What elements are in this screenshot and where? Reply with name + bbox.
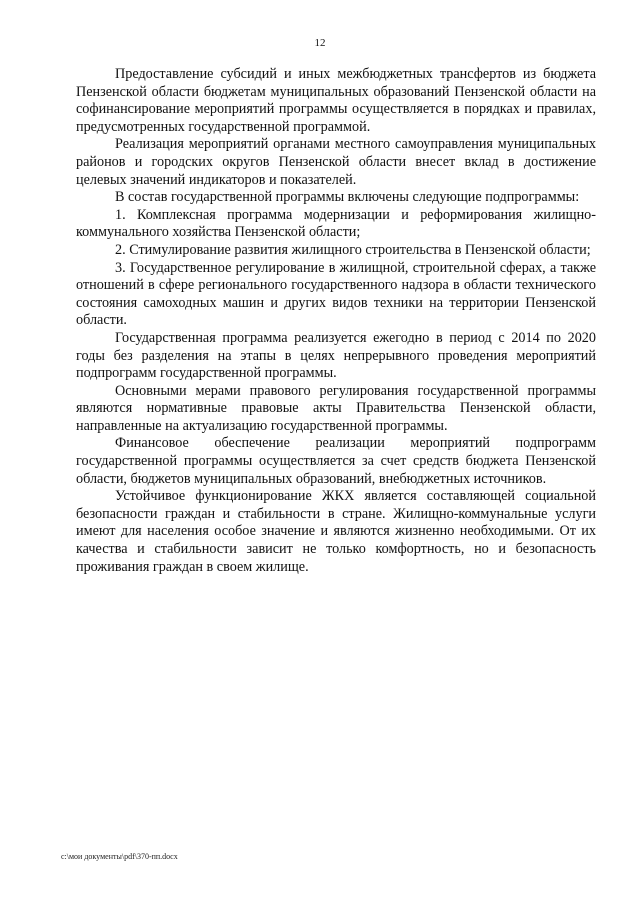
paragraph-local-government: Реализация мероприятий органами местного самоуправления муниципальных районов и городских округов Пензенской области внесет вклад в достижение целевых значений индикаторов и показателей. <box>76 136 596 188</box>
paragraph-financing: Финансовое обеспечение реализации мероприятий подпрограмм государственной программы осуществляется за счет средств бюджета Пензенской области, бюджетов муниципальных образований, внебюджетных источников. <box>76 435 596 487</box>
page-number: 12 <box>314 37 326 49</box>
footer-file-path: c:\мои документы\pdf\370-пп.docx <box>61 852 178 861</box>
paragraph-subprograms-intro: В состав государственной программы включены следующие подпрограммы: <box>115 189 580 206</box>
paragraph-subsidies: Предоставление субсидий и иных межбюджетных трансфертов из бюджета Пензенской области бюджетам муниципальных образований Пензенской области на софинансирование мероприятий программы осуществляется в порядках и правилах, предусмотренных государственной программой. <box>76 66 596 135</box>
document-body <box>76 66 596 576</box>
paragraph-housing-utilities: Устойчивое функционирование ЖКХ является составляющей социальной безопасности граждан и стабильности в стране. Жилищно-коммунальные услуги имеют для населения особое значение и являются жизненно необходимыми. От их качества и стабильности зависит не только комфортность, но и безопасность проживания граждан в своем жилище. <box>76 488 596 575</box>
list-item-subprogram-1: 1. Комплексная программа модернизации и реформирования жилищно-коммунального хозяйства Пензенской области; <box>76 206 596 241</box>
list-item-subprogram-3: 3. Государственное регулирование в жилищной, строительной сферах, а также отношений в сфере регионального государственного надзора в области технического состояния самоходных машин и других видов техники на территории Пензенской области. <box>76 259 596 329</box>
paragraph-legal-regulation: Основными мерами правового регулирования государственной программы являются нормативные правовые акты Правительства Пензенской области, направленные на актуализацию государственной программы. <box>76 382 596 434</box>
list-item-subprogram-2: 2. Стимулирование развития жилищного строительства в Пензенской области; <box>115 241 591 258</box>
paragraph-implementation-period: Государственная программа реализуется ежегодно в период с 2014 по 2020 годы без разделения на этапы в целях непрерывного проведения мероприятий подпрограмм государственной программы. <box>76 329 596 382</box>
